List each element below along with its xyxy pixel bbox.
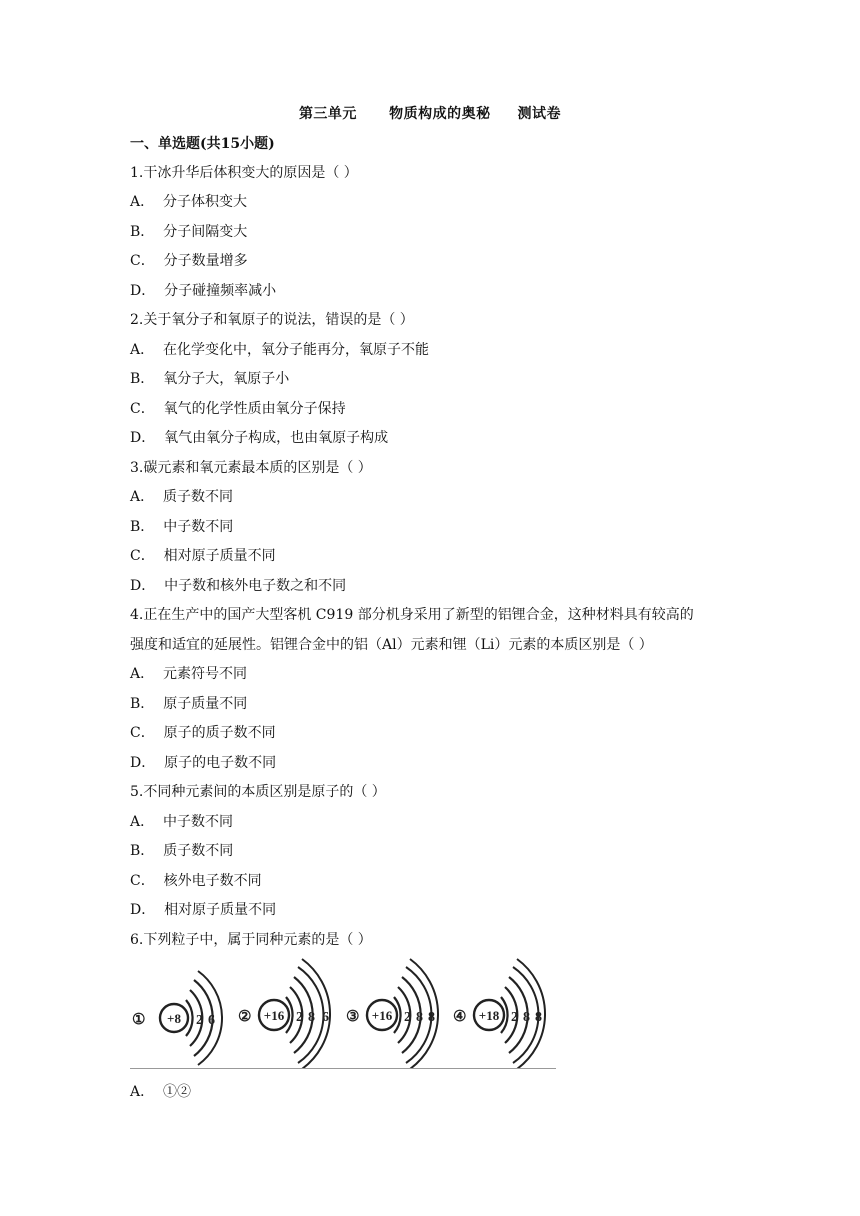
atomic-structure-diagram [126, 957, 566, 1069]
page-title: 第三单元 物质构成的奥秘 测试卷 [298, 106, 562, 122]
particle-4-shell-2: 8 [523, 1010, 530, 1025]
question-4-option-d[interactable]: D． 原子的电子数不同 [130, 755, 277, 771]
question-2-option-a[interactable]: A． 在化学变化中，氧分子能再分，氧原子不能 [130, 342, 430, 358]
question-3-option-a[interactable]: A． 质子数不同 [130, 489, 234, 505]
particle-2-nucleus: +16 [263, 1008, 285, 1023]
question-5-option-b[interactable]: B． 质子数不同 [130, 843, 234, 859]
particle-4-label: ④ [453, 1009, 467, 1025]
particle-4-shell-3: 8 [535, 1010, 542, 1025]
question-1-option-c[interactable]: C． 分子数量增多 [130, 253, 248, 269]
particle-2-shell-1: 2 [296, 1010, 303, 1025]
question-6-stem: 6.下列粒子中，属于同种元素的是（ ） [130, 932, 372, 948]
question-1-option-d[interactable]: D． 分子碰撞频率减小 [130, 283, 277, 299]
question-3-option-d[interactable]: D． 中子数和核外电子数之和不同 [130, 578, 347, 594]
question-6-option-a[interactable]: A． ①② [130, 1084, 192, 1100]
particle-3-shell-1: 2 [404, 1010, 411, 1025]
question-5-option-c[interactable]: C． 核外电子数不同 [130, 873, 262, 889]
particle-2-shell-2: 8 [308, 1010, 315, 1025]
question-1-stem: 1.干冰升华后体积变大的原因是（ ） [130, 165, 358, 181]
particle-1-shell-1: 2 [196, 1013, 203, 1028]
particle-1-nucleus: +8 [167, 1011, 181, 1026]
question-1-option-b[interactable]: B． 分子间隔变大 [130, 224, 248, 240]
particle-2-shell-3: 6 [322, 1010, 329, 1025]
question-4-option-b[interactable]: B． 原子质量不同 [130, 696, 248, 712]
question-2-option-d[interactable]: D． 氧气由氧分子构成，也由氧原子构成 [130, 430, 389, 446]
question-4-option-a[interactable]: A． 元素符号不同 [130, 666, 248, 682]
question-3-stem: 3.碳元素和氧元素最本质的区别是（ ） [130, 460, 372, 476]
question-4-stem-line-1: 4.正在生产中的国产大型客机 C919 部分机身采用了新型的铝锂合金，这种材料具有较高的 [130, 607, 694, 623]
particle-2-label: ② [238, 1009, 252, 1025]
question-1-option-a[interactable]: A． 分子体积变大 [130, 194, 248, 210]
particle-3-nucleus: +16 [371, 1008, 393, 1023]
particle-3-label: ③ [346, 1009, 360, 1025]
particle-3-shell-2: 8 [416, 1010, 423, 1025]
question-3-option-c[interactable]: C． 相对原子质量不同 [130, 548, 276, 564]
particle-3-shell-3: 8 [428, 1010, 435, 1025]
question-3-option-b[interactable]: B． 中子数不同 [130, 519, 234, 535]
particle-1-label: ① [132, 1012, 146, 1028]
question-4-stem-line-2: 强度和适宜的延展性。铝锂合金中的铝（Al）元素和锂（Li）元素的本质区别是（ ） [130, 637, 653, 653]
diagram-underline [130, 1068, 556, 1069]
question-2-stem: 2.关于氧分子和氧原子的说法，错误的是（ ） [130, 312, 414, 328]
question-5-option-d[interactable]: D． 相对原子质量不同 [130, 902, 277, 918]
question-4-option-c[interactable]: C． 原子的质子数不同 [130, 725, 276, 741]
question-2-option-b[interactable]: B． 氧分子大，氧原子小 [130, 371, 290, 387]
question-5-stem: 5.不同种元素间的本质区别是原子的（ ） [130, 784, 386, 800]
section-heading: 一、单选题(共15小题) [130, 136, 275, 152]
particle-1-shell-2: 6 [208, 1013, 215, 1028]
particle-4-shell-1: 2 [511, 1010, 518, 1025]
particle-4-nucleus: +18 [478, 1008, 500, 1023]
question-5-option-a[interactable]: A． 中子数不同 [130, 814, 234, 830]
question-2-option-c[interactable]: C． 氧气的化学性质由氧分子保持 [130, 401, 346, 417]
